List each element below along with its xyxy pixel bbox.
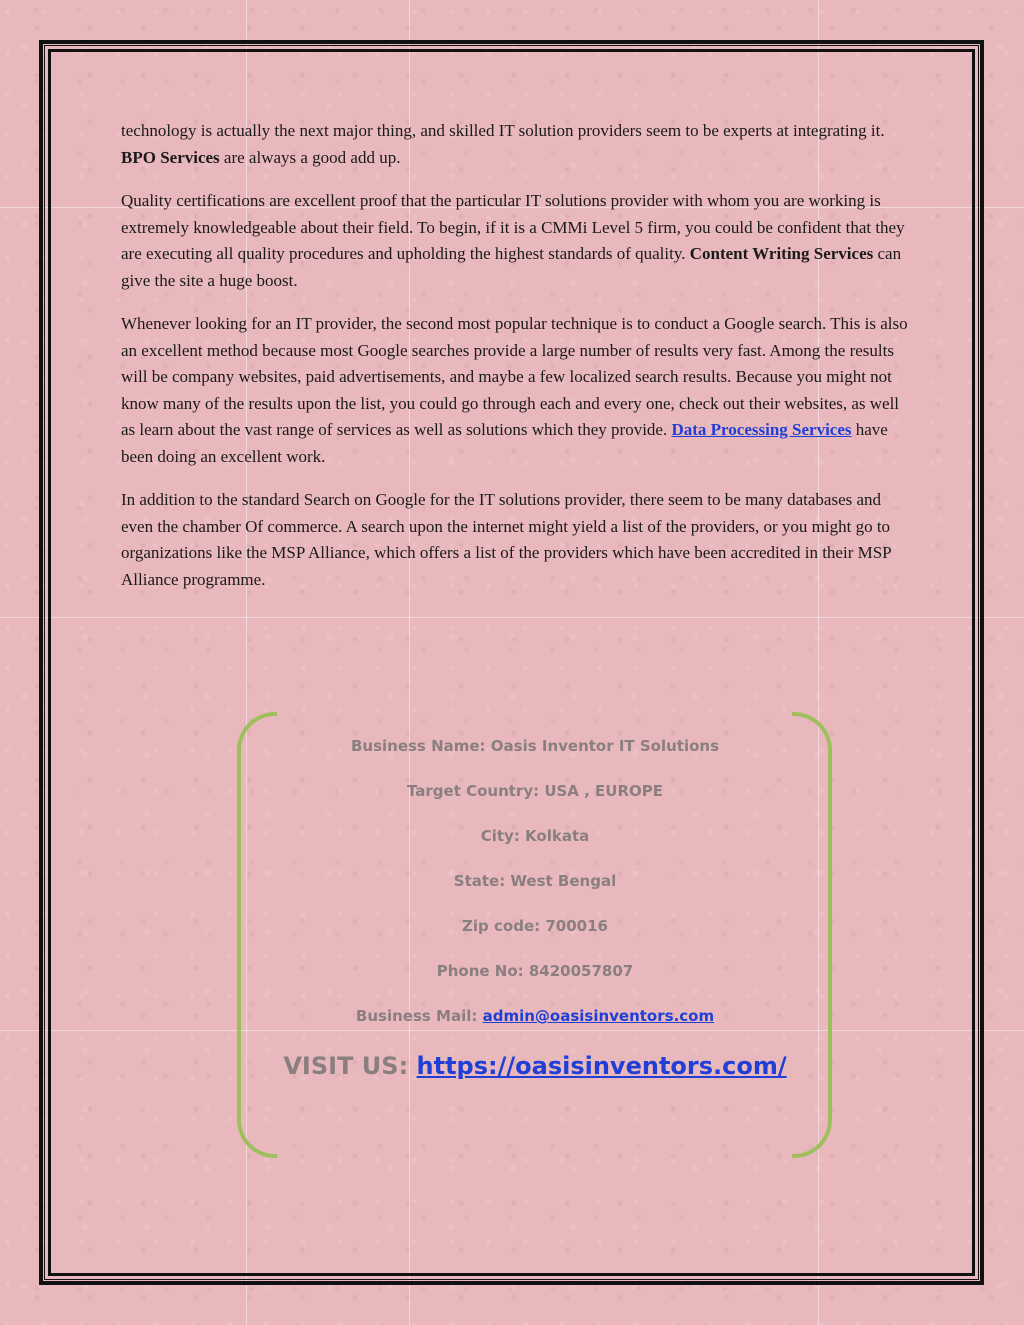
article-body [121,118,911,610]
business-mail [270,1007,800,1025]
business-mail-link[interactable]: admin@oasisinventors.com [482,1007,715,1025]
website-link[interactable]: https://oasisinventors.com/ [416,1052,787,1080]
target-country: Target Country: USA , EUROPE [406,782,664,800]
bpo-services-bold: BPO Services [121,147,220,167]
paragraph-1: technology is actually the next major thing, and skilled IT solution providers seem to be experts at integrating it. BPO Services are always a good add up. [121,121,885,167]
paragraph-3: Whenever looking for an IT provider, the second most popular technique is to conduct a Google search. This is also an excellent method because most Google searches provide a large number of results very fast. Among the results will be company websites, paid advertisements, and maybe a few localized search results. Because you might not know many of the results upon the list, you could go through each and every one, check out their websites, as well as learn about the vast range of services as well as solutions which they provide. Data Processing Services have been doing an excellent work. [121,314,908,466]
city: City: Kolkata [480,827,590,845]
paragraph-4: In addition to the standard Search on Google for the IT solutions provider, there seem to be many databases and even the chamber Of commerce. A search upon the internet might yield a list of the providers, or you might go to organizations like the MSP Alliance, which offers a list of the providers which have been accredited in their MSP Alliance programme. [121,490,892,589]
state: State: West Bengal [453,872,617,890]
phone-number: Phone No: 8420057807 [436,962,634,980]
business-mail-label: Business Mail: [355,1007,483,1025]
visit-us-label: VISIT US: [283,1052,417,1080]
paragraph-2: Quality certifications are excellent proof that the particular IT solutions provider with whom you are working is extremely knowledgeable about their field. To begin, if it is a CMMi Level 5 firm, you could be confident that they are executing all quality procedures and upholding the highest standards of quality. Content Writing Services can give the site a huge boost. [121,191,905,290]
zip-code: Zip code: 700016 [462,917,608,935]
visit-us [270,1052,800,1080]
content-writing-bold: Content Writing Services [689,244,874,263]
business-name: Business Name: Oasis Inventor IT Solutions [350,737,720,755]
left-bracket-decoration [237,712,277,1158]
data-processing-services-link[interactable]: Data Processing Services [671,420,852,439]
right-bracket-decoration [792,712,832,1158]
